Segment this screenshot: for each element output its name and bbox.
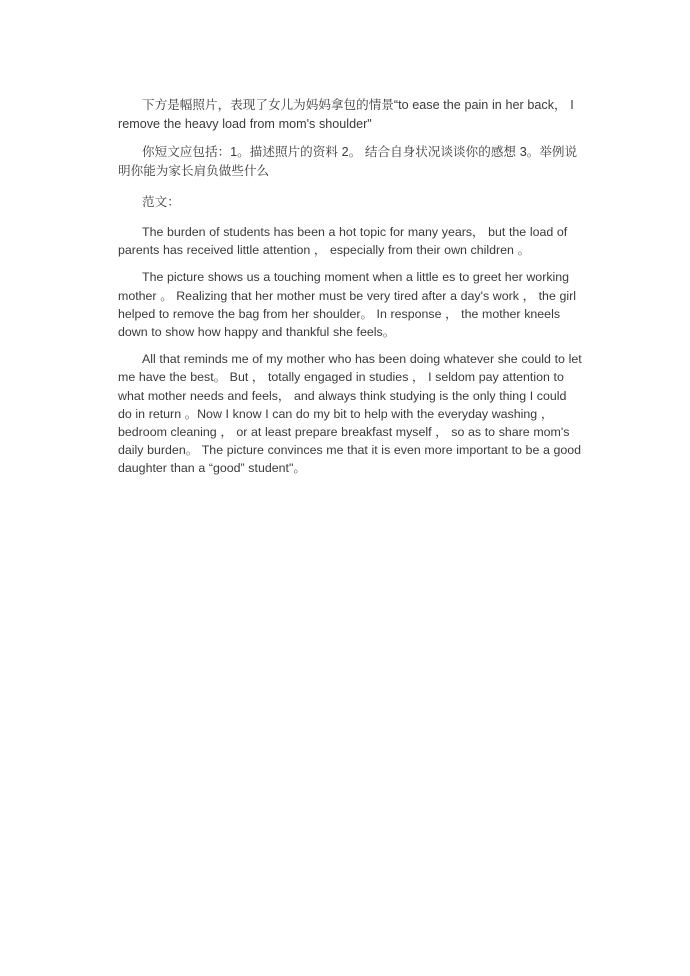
document-body [118,96,582,478]
paragraph-essay-1: The burden of students has been a hot topic for many years， but the load of parents has received little attention ， especially from their own children 。 [118,224,568,258]
paragraph-essay-3: All that reminds me of my mother who has been doing whatever she could to let me have the best。 But ， totally engaged in studies ， I seldom pay attention to what mother needs and feels， and always think studying is the only thing I could do in return 。Now I know I can do my bit to help with the everyday washing ， bedroom cleaning ， or at least prepare breakfast myself ， so as to share mom's daily burden。 The picture convinces me that it is even more important to be a good daughter than a “good” student"。 [118,352,582,476]
paragraph-essay-2: The picture shows us a touching moment when a little es to greet her working mother 。 Realizing that her mother must be very tired after a day's work ， the girl helped to remove the bag from her shoulder。 In response ， the mother kneels down to show how happy and thankful she feels。 [118,270,577,339]
paragraph-prompt-requirements: 你短文应包括：1。描述照片的资料 2。 结合自身状况谈谈你的感想 3。举例说明你能为家长肩负做些什么 [118,145,578,178]
paragraph-sample-label: 范文： [142,195,180,210]
paragraph-prompt-picture-description: 下方是幅照片，表现了女儿为妈妈拿包的情景“to ease the pain in her back， I remove the heavy load from mom's shoulder" [118,98,574,131]
